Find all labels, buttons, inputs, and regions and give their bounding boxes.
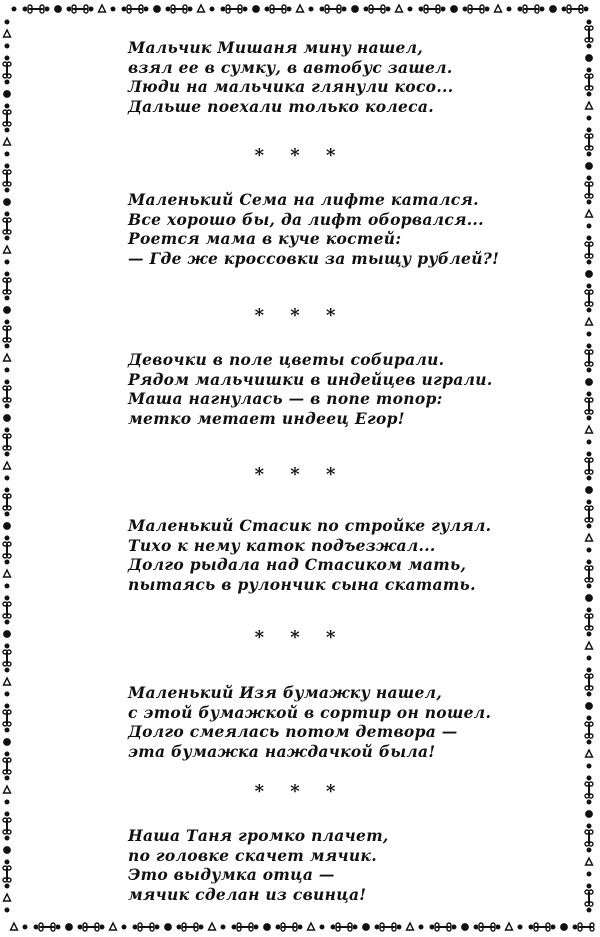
stanza-line: Это выдумка отца —	[128, 865, 335, 884]
stanza-line: Долго смеялась потом детвора —	[128, 722, 458, 741]
stanza-separator: * * *	[254, 781, 346, 802]
stanza-1	[128, 38, 568, 116]
stanza-separator: * * *	[254, 305, 346, 326]
stanza-line: по головке скачет мячик.	[128, 845, 377, 865]
stanza-line: метко метает индеец Егор!	[128, 408, 405, 428]
stanza-separator: * * *	[254, 145, 346, 166]
stanza-3	[128, 350, 568, 428]
stanza-line: Маленький Стасик по стройке гулял.	[128, 516, 492, 535]
stanza-6	[128, 826, 568, 904]
stanza-line: Люди на мальчика глянули косо...	[128, 77, 454, 96]
stanza-line: взял ее в сумку, в автобус зашел.	[128, 57, 453, 77]
stanza-line: эта бумажка наждачкой была!	[128, 741, 436, 761]
stanza-line: Все хорошо бы, да лифт оборвался...	[128, 209, 484, 229]
stanza-line: с этой бумажкой в сортир он пошел.	[128, 702, 492, 722]
stanza-line: Наша Таня громко плачет,	[128, 826, 389, 845]
stanza-line: Долго рыдала над Стасиком мать,	[128, 555, 467, 574]
stanza-2	[128, 190, 568, 268]
stanza-separator: * * *	[254, 464, 346, 485]
stanza-5	[128, 683, 568, 761]
stanza-line: Маленький Сема на лифте катался.	[128, 190, 479, 209]
stanza-line: пытаясь в рулончик сына скатать.	[128, 574, 476, 594]
stanza-line: Рядом мальчишки в индейцев играли.	[128, 369, 493, 389]
stanza-line: Дальше поехали только колеса.	[128, 96, 434, 116]
stanza-line: Маленький Изя бумажку нашел,	[128, 683, 443, 702]
stanza-line: Тихо к нему каток подъезжал...	[128, 535, 436, 555]
stanza-4	[128, 516, 568, 594]
stanza-line: Роется мама в куче костей:	[128, 229, 402, 248]
stanza-line: мячик сделан из свинца!	[128, 884, 367, 904]
stanza-line: Маша нагнулась — в попе топор:	[128, 389, 443, 408]
stanza-line: Мальчик Мишаня мину нашел,	[128, 38, 424, 57]
stanza-line: — Где же кроссовки за тыщу рублей?!	[128, 248, 500, 268]
stanza-separator: * * *	[254, 627, 346, 648]
stanza-line: Девочки в поле цветы собирали.	[128, 350, 445, 369]
